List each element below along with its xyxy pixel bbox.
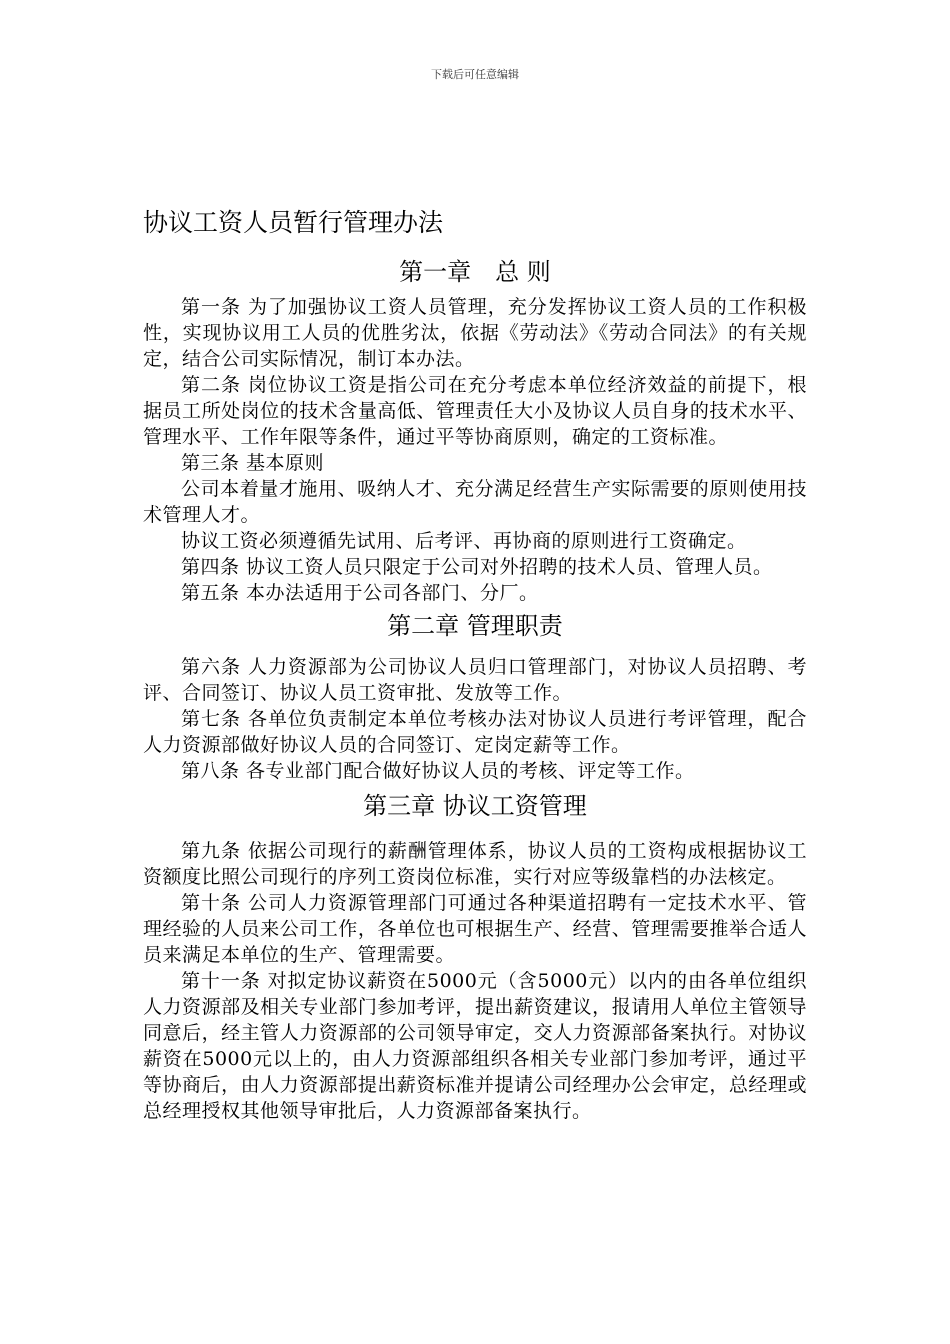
article-1: 第一条 为了加强协议工资人员管理，充分发挥协议工资人员的工作积极性，实现协议用工人员的优胜劣汰，依据《劳动法》《劳动合同法》的有关规定，结合公司实际情况，制订本办法。: [143, 296, 807, 370]
article-3-principle-1: 公司本着量才施用、吸纳人才、充分满足经营生产实际需要的原则使用技术管理人才。: [143, 478, 807, 526]
article-3-heading: 第三条 基本原则: [181, 452, 325, 474]
article-3-principle-2: 协议工资必须遵循先试用、后考评、再协商的原则进行工资确定。: [181, 530, 747, 552]
document-body: [143, 254, 807, 1124]
article-5: 第五条 本办法适用于公司各部门、分厂。: [181, 582, 539, 604]
article-7: 第七条 各单位负责制定本单位考核办法对协议人员进行考评管理，配合人力资源部做好协议人员的合同签订、定岗定薪等工作。: [143, 708, 807, 756]
article-4: 第四条 协议工资人员只限定于公司对外招聘的技术人员、管理人员。: [181, 556, 773, 578]
chapter-heading-3: 第三章 协议工资管理: [363, 792, 587, 820]
article-2: 第二条 岗位协议工资是指公司在充分考虑本单位经济效益的前提下，根据员工所处岗位的技术含量高低、管理责任大小及协议人员自身的技术水平、管理水平、工作年限等条件，通过平等协商原则，确定的工资标准。: [143, 374, 807, 448]
document-title: 协议工资人员暂行管理办法: [143, 208, 444, 237]
chapter-heading-1: 第一章 总 则: [399, 258, 551, 286]
article-9: 第九条 依据公司现行的薪酬管理体系，协议人员的工资构成根据协议工资额度比照公司现行的序列工资岗位标准，实行对应等级靠档的办法核定。: [143, 840, 807, 888]
header-note: 下载后可任意编辑: [431, 68, 519, 81]
article-10: 第十条 公司人力资源管理部门可通过各种渠道招聘有一定技术水平、管理经验的人员来公司工作，各单位也可根据生产、经营、管理需要推举合适人员来满足本单位的生产、管理需要。: [143, 892, 807, 966]
article-11: 第十一条 对拟定协议薪资在5000元（含5000元）以内的由各单位组织人力资源部及相关专业部门参加考评，提出薪资建议，报请用人单位主管领导同意后，经主管人力资源部的公司领导审定，交人力资源部备案执行。对协议薪资在5000元以上的，由人力资源部组织各相关专业部门参加考评，通过平等协商后，由人力资源部提出薪资标准并提请公司经理办公会审定，总经理或总经理授权其他领导审批后，人力资源部备案执行。: [143, 970, 807, 1122]
chapter-heading-2: 第二章 管理职责: [387, 612, 563, 640]
article-8: 第八条 各专业部门配合做好协议人员的考核、评定等工作。: [181, 760, 695, 782]
article-6: 第六条 人力资源部为公司协议人员归口管理部门，对协议人员招聘、考评、合同签订、协议人员工资审批、发放等工作。: [143, 656, 807, 704]
